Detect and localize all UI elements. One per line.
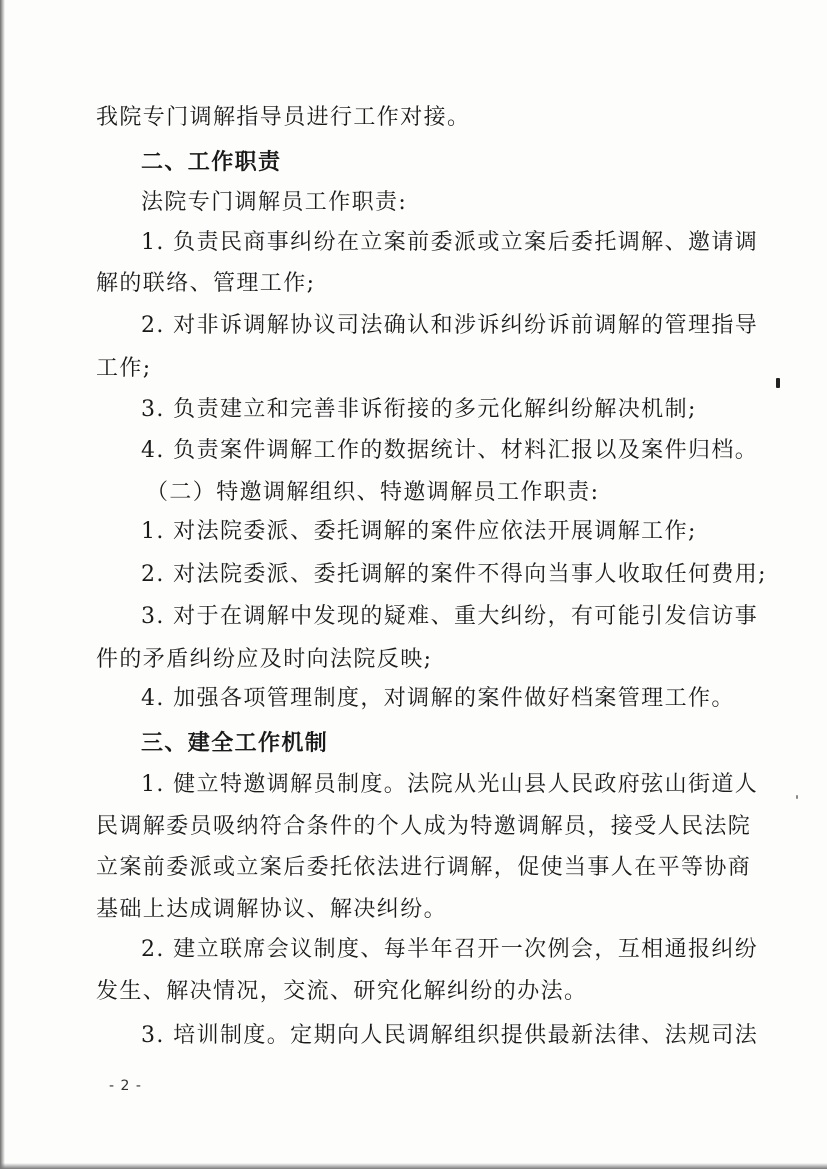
text-line: 件的矛盾纠纷应及时向法院反映; [96,647,433,672]
text-line: 4. 负责案件调解工作的数据统计、材料汇报以及案件归档。 [141,438,759,463]
text-line: 1. 健立特邀调解员制度。法院从光山县人民政府弦山街道人 [141,772,759,797]
text-line: 基础上达成调解协议、解决纠纷。 [96,897,448,922]
text-line: 立案前委派或立案后委托依法进行调解，促使当事人在平等协商 [96,855,752,880]
text-line: 法院专门调解员工作职责: [141,190,408,215]
text-line: 工作; [96,356,152,381]
text-line: 解的联络、管理工作; [96,271,316,296]
scan-edge-left [0,0,5,1169]
text-line: 发生、解决情况，交流、研究化解纠纷的办法。 [96,979,588,1004]
text-line: 1. 对法院委派、委托调解的案件应依法开展调解工作; [141,519,697,544]
text-line: 1. 负责民商事纠纷在立案前委派或立案后委托调解、邀请调 [141,230,759,255]
text-line: 3. 对于在调解中发现的疑难、重大纠纷，有可能引发信访事 [141,604,759,629]
scan-speck [776,378,780,388]
text-line: 3. 负责建立和完善非诉衔接的多元化解纠纷解决机制; [141,397,697,422]
scan-edge-bottom [0,1163,827,1169]
subsection-heading: （二）特邀调解组织、特邀调解员工作职责: [146,480,600,505]
text-line: 我院专门调解指导员进行工作对接。 [96,105,471,130]
text-line: 3. 培训制度。定期向人民调解组织提供最新法律、法规司法 [141,1023,759,1048]
text-line: 2. 对法院委派、委托调解的案件不得向当事人收取任何费用; [141,562,767,587]
scan-speck [796,795,798,799]
text-line: 4. 加强各项管理制度，对调解的案件做好档案管理工作。 [141,686,735,711]
section-heading: 二、工作职责 [141,149,282,175]
text-line: 2. 对非诉调解协议司法确认和涉诉纠纷诉前调解的管理指导 [141,313,759,338]
text-line: 民调解委员吸纳符合条件的个人成为特邀调解员，接受人民法院 [96,814,752,839]
text-line: 2. 建立联席会议制度、每半年召开一次例会，互相通报纠纷 [141,937,759,962]
page-number: - 2 - [109,1078,142,1094]
section-heading: 三、建全工作机制 [141,730,329,756]
